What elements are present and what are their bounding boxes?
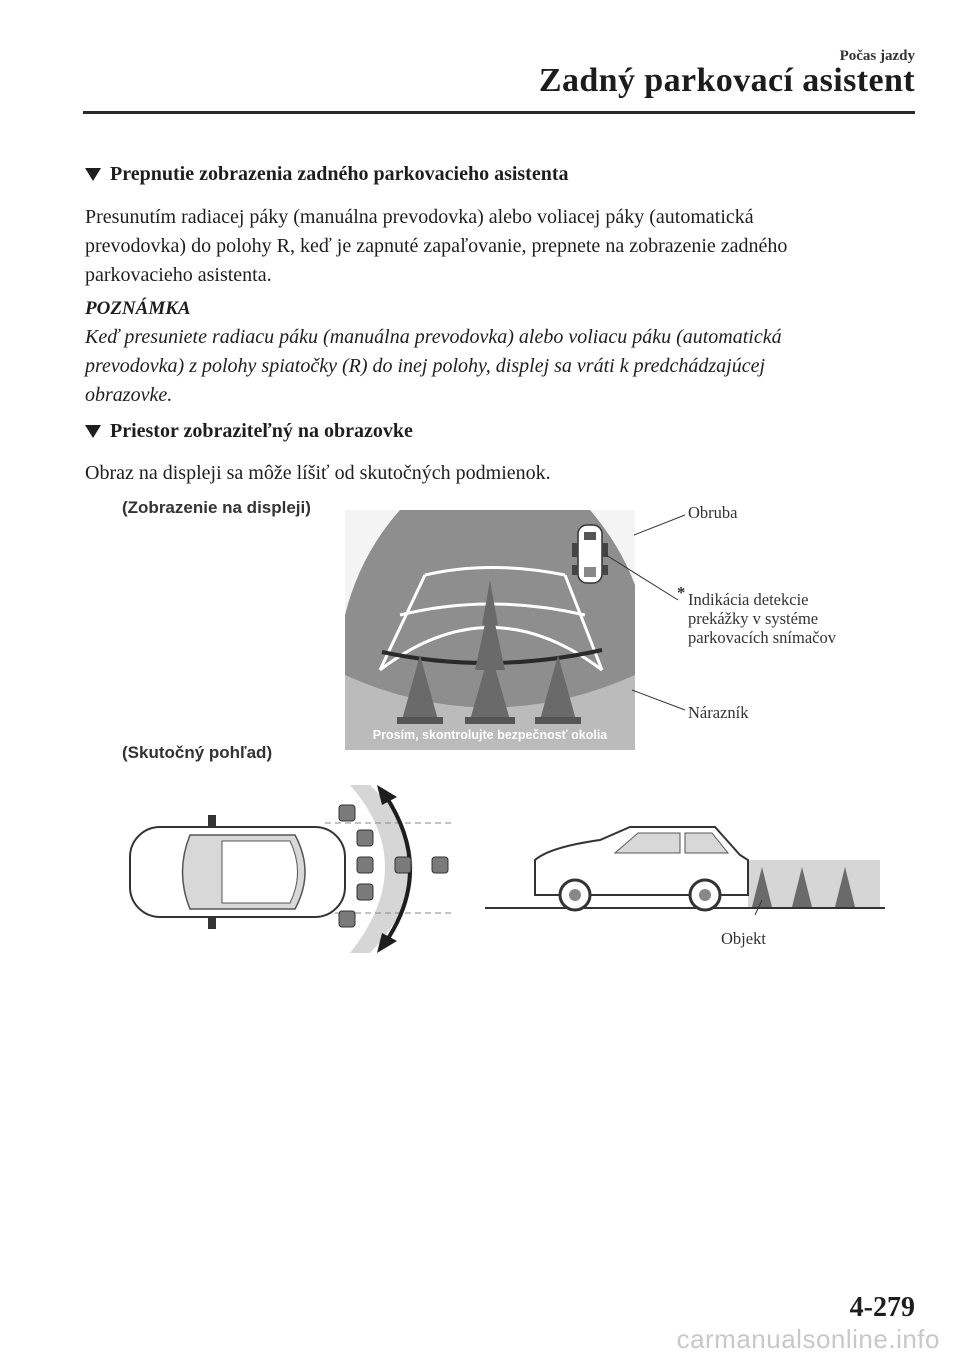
actual-figure-caption: (Skutočný pohľad) — [122, 743, 273, 762]
screen-message: Prosím, skontrolujte bezpečnosť okolia — [372, 728, 608, 742]
header-divider — [83, 111, 915, 114]
section1-body — [85, 203, 885, 290]
section-heading-switch-display — [85, 163, 569, 186]
body-line: prevodovka) do polohy R, keď je zapnuté zapaľovanie, prepnete na zobrazenie zadného — [85, 235, 788, 257]
callout-curb: Obruba — [688, 503, 738, 522]
callout-star: * — [677, 583, 686, 602]
note-line: obrazovke. — [85, 384, 173, 406]
callout-line-bumper — [632, 690, 685, 710]
body-line: Presunutím radiacej páky (manuálna prevodovka) alebo voliacej páky (automatická — [85, 206, 754, 228]
note-line: Keď presuniete radiacu páku (manuálna prevodovka) alebo voliacu páku (automatická — [85, 326, 782, 348]
side-view-diagram — [480, 815, 890, 915]
car-side-view — [535, 827, 748, 910]
callout-detection-line: prekážky v systéme — [688, 609, 819, 628]
note-label: POZNÁMKA — [85, 298, 191, 319]
watermark: carmanualsonline.info — [676, 1324, 940, 1354]
car-top-view — [130, 815, 345, 929]
callout-detection-line: Indikácia detekcie — [688, 590, 809, 609]
callout-detection-line: parkovacích snímačov — [688, 628, 836, 647]
callout-line-curb — [634, 515, 685, 535]
section2-body: Obraz na displeji sa môže líšiť od skutočných podmienok. — [85, 462, 551, 484]
section-heading-text: Priestor zobraziteľný na obrazovke — [110, 420, 413, 442]
callout-detection — [688, 590, 836, 647]
triangle-bullet-icon — [85, 425, 101, 438]
note-body — [85, 323, 905, 410]
callout-bumper: Nárazník — [688, 703, 749, 722]
page-number: 4-279 — [849, 1292, 915, 1323]
section-heading-text: Prepnutie zobrazenia zadného parkovacieho asistenta — [110, 163, 569, 185]
top-view-diagram — [120, 775, 460, 960]
section-heading-display-area — [85, 420, 413, 443]
note-line: prevodovka) z polohy spiatočky (R) do inej polohy, displej sa vráti k predchádzajúcej — [85, 355, 766, 377]
page-title: Zadný parkovací asistent — [538, 62, 915, 99]
section-label: Počas jazdy — [839, 48, 915, 64]
body-line: parkovacieho asistenta. — [85, 264, 272, 286]
triangle-bullet-icon — [85, 168, 101, 181]
display-figure-caption: (Zobrazenie na displeji) — [122, 498, 311, 517]
sensor-indicator-icon — [572, 525, 608, 583]
callout-object: Objekt — [721, 929, 766, 948]
